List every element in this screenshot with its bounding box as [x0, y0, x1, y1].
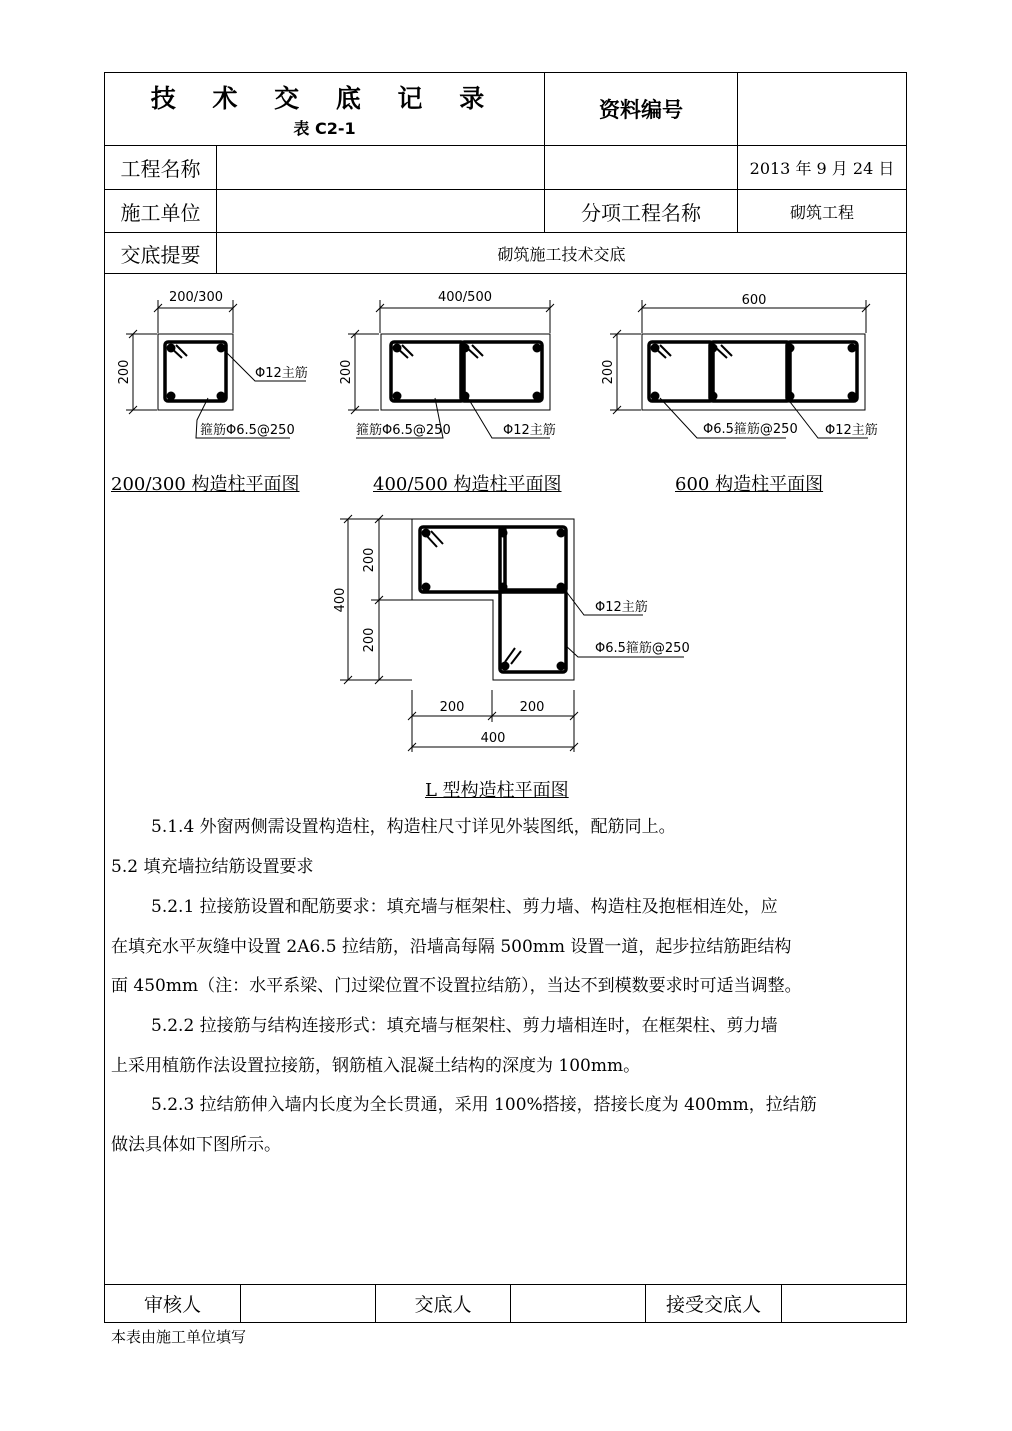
figure-600-column [610, 300, 870, 438]
reviewer-value[interactable] [241, 1285, 375, 1322]
fig3-stirrup-label: Φ6.5箍筋@250 [703, 422, 798, 437]
discloser-value[interactable] [511, 1285, 645, 1322]
paragraph-5-1-4: 5.1.4 外窗两侧需设置构造柱，构造柱尺寸详见外装图纸，配筋同上。 [151, 817, 676, 837]
fig3-width-dim: 600 [741, 293, 767, 308]
date-value: 2013 年 9 月 24 日 [749, 159, 895, 178]
paragraph-5-2-3-line2: 做法具体如下图所示。 [111, 1135, 281, 1155]
fig3-caption: 600 构造柱平面图 [675, 474, 824, 495]
footer-note: 本表由施工单位填写 [111, 1328, 247, 1346]
table-bottom-border [104, 1322, 907, 1323]
fig3-height-dim: 200 [601, 359, 616, 385]
paragraph-5-2-1-line3: 面 450mm（注：水平系梁、门过梁位置不设置拉结筋），当达不到模数要求时可适当调整。 [111, 976, 802, 996]
discloser-label: 交底人 [414, 1294, 472, 1316]
fig4-upper-dim: 200 [362, 547, 377, 573]
summary-label: 交底提要 [120, 242, 201, 267]
fig4-total-width-dim: 400 [480, 731, 506, 746]
figure-400-500-column [348, 300, 554, 438]
fig3-main-rebar-label: Φ12主筋 [825, 423, 878, 438]
doc-no-label: 资料编号 [599, 98, 683, 122]
fig2-width-dim: 400/500 [437, 290, 493, 305]
fig1-height-dim: 200 [117, 359, 132, 385]
receiver-label: 接受交底人 [665, 1294, 761, 1316]
fig2-height-dim: 200 [339, 359, 354, 385]
fig4-caption: L 型构造柱平面图 [425, 780, 569, 801]
form-title: 技 术 交 底 记 录 [150, 84, 499, 113]
fig2-stirrup-label: 箍筋Φ6.5@250 [356, 423, 451, 438]
fig1-main-rebar-label: Φ12主筋 [255, 366, 308, 381]
paragraph-5-2-3-line1: 5.2.3 拉结筋伸入墙内长度为全长贯通，采用 100%搭接，搭接长度为 400mm，拉结筋 [151, 1095, 817, 1115]
fig4-lower-dim: 200 [362, 627, 377, 653]
fig4-bottom-left-dim: 200 [439, 700, 465, 715]
fig4-bottom-right-dim: 200 [519, 700, 545, 715]
heading-5-2: 5.2 填充墙拉结筋设置要求 [111, 857, 314, 877]
paragraph-5-2-1-line1: 5.2.1 拉接筋设置和配筋要求：填充墙与框架柱、剪力墙、构造柱及抱框相连处，应 [151, 897, 778, 917]
fig2-main-rebar-label: Φ12主筋 [503, 423, 556, 438]
sub-project-label: 分项工程名称 [581, 200, 701, 225]
reviewer-label: 审核人 [143, 1294, 201, 1316]
fig1-stirrup-label: 箍筋Φ6.5@250 [200, 423, 295, 438]
paragraph-5-2-2-line2: 上采用植筋作法设置拉接筋，钢筋植入混凝土结构的深度为 100mm。 [111, 1056, 641, 1076]
figure-l-column [340, 515, 684, 752]
summary-value: 砌筑施工技术交底 [497, 244, 626, 264]
form-number: 表 C2-1 [293, 118, 356, 138]
sub-project-value: 砌筑工程 [789, 202, 854, 222]
fig4-main-rebar-label: Φ12主筋 [595, 600, 648, 615]
fig1-caption: 200/300 构造柱平面图 [111, 474, 300, 495]
contractor-label: 施工单位 [120, 200, 201, 225]
fig1-width-dim: 200/300 [168, 290, 224, 305]
fig4-total-height-dim: 400 [333, 587, 348, 613]
receiver-value[interactable] [782, 1285, 906, 1322]
project-name-label: 工程名称 [120, 157, 201, 181]
fig4-stirrup-label: Φ6.5箍筋@250 [595, 641, 690, 656]
paragraph-5-2-2-line1: 5.2.2 拉接筋与结构连接形式：填充墙与框架柱、剪力墙相连时，在框架柱、剪力墙 [151, 1016, 778, 1036]
fig2-caption: 400/500 构造柱平面图 [373, 474, 562, 495]
paragraph-5-2-1-line2: 在填充水平灰缝中设置 2A6.5 拉结筋，沿墙高每隔 500mm 设置一道，起步拉结筋距结构 [111, 937, 792, 957]
